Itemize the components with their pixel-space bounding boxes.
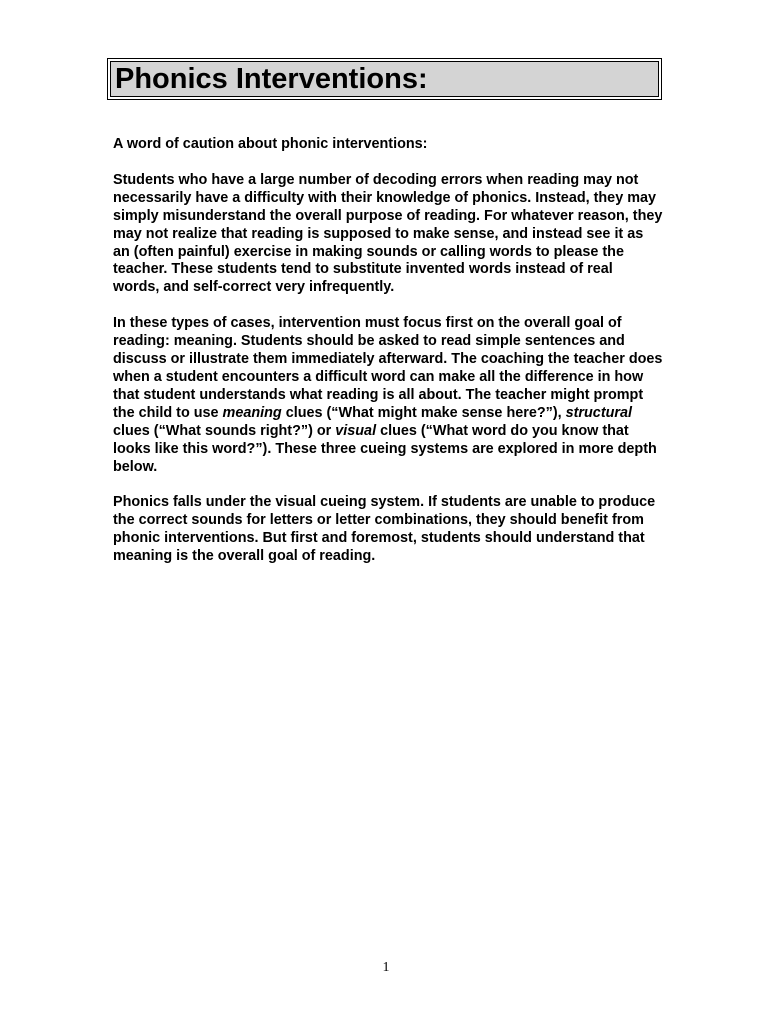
paragraph-visual-cueing: Phonics falls under the visual cueing system. If students are unable to produce the correct sounds for letters or letter combinations, they should benefit from phonic interventions. But first and foremost, students should understand that meaning is the overall goal of reading. [113, 494, 656, 565]
visual-emphasis: visual [335, 422, 377, 439]
title-box [107, 58, 662, 100]
page-number: 1 [382, 960, 390, 975]
document-body [113, 136, 663, 584]
paragraph2-text-3: clues (“What sounds right?”) or [113, 422, 336, 439]
page-title: Phonics Interventions: [115, 62, 428, 95]
paragraph2-text-2: clues (“What might make sense here?”), [281, 404, 566, 421]
structural-emphasis: structural [565, 404, 632, 421]
meaning-emphasis: meaning [222, 404, 282, 421]
caution-heading: A word of caution about phonic interventions: [113, 136, 428, 152]
paragraph-decoding-errors: Students who have a large number of decoding errors when reading may not necessarily have a difficulty with their knowledge of phonics. Instead, they may simply misunderstand the overall purpose of reading. For whatever reason, they may not realize that reading is supposed to make sense, and instead see it as an (often painful) exercise in making sounds or calling words to please the teacher. These students tend to substitute invented words instead of real words, and self-correct very infrequently. [113, 171, 663, 296]
paragraph2-text-1: In these types of cases, intervention must focus first on the overall goal of reading: meaning. Students should be asked to read simple sentences and discuss or illustrate them immediately afterward. The coaching the teacher does when a student encounters a difficult word can make all the difference in how that student understands what reading is all about. The teacher might prompt the child to use [113, 315, 663, 421]
paragraph-intervention-focus [113, 315, 663, 476]
title-shading [110, 61, 659, 97]
paragraph2-text-4: clues (“What word do you know that looks like this word?”). These three cueing systems are explored in more depth below. [113, 422, 657, 475]
